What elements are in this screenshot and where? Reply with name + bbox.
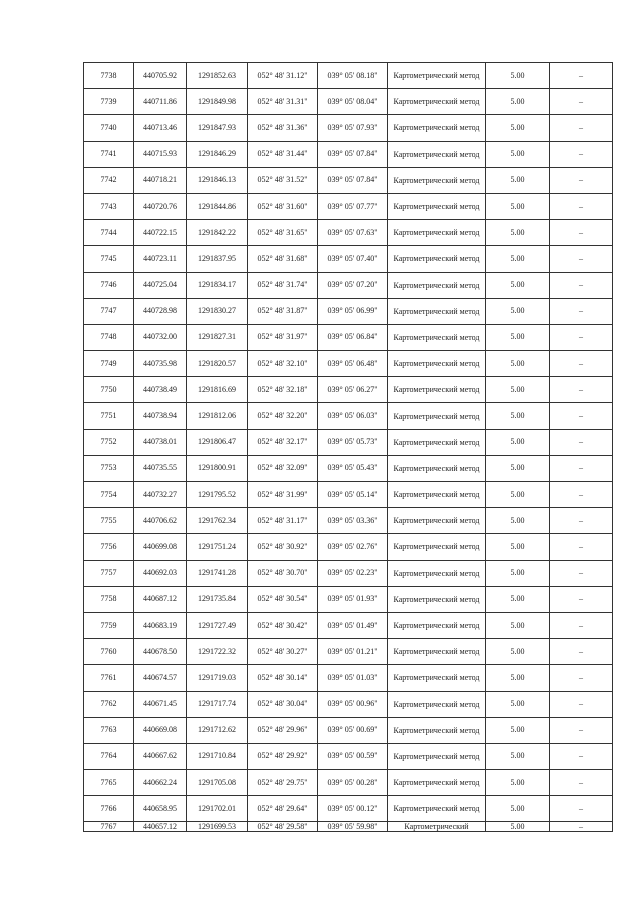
latitude-cell: 052° 48' 32.17" [248, 429, 318, 455]
latitude-cell: 052° 48' 31.97" [248, 324, 318, 350]
longitude-cell: 039° 05' 06.03" [318, 403, 388, 429]
accuracy-cell: 5.00 [486, 351, 550, 377]
method-cell: Картометрический метод [388, 377, 486, 403]
longitude-cell: 039° 05' 07.20" [318, 272, 388, 298]
note-cell: – [550, 377, 613, 403]
point-number-cell: 7766 [84, 796, 134, 822]
table-row [84, 246, 613, 272]
note-cell: – [550, 586, 613, 612]
accuracy-cell: 5.00 [486, 665, 550, 691]
method-cell: Картометрический метод [388, 560, 486, 586]
point-number-cell: 7761 [84, 665, 134, 691]
point-number-cell: 7740 [84, 115, 134, 141]
accuracy-cell: 5.00 [486, 167, 550, 193]
method-cell: Картометрический метод [388, 141, 486, 167]
latitude-cell: 052° 48' 30.42" [248, 612, 318, 638]
method-cell: Картометрический метод [388, 351, 486, 377]
accuracy-cell: 5.00 [486, 639, 550, 665]
point-number-cell: 7748 [84, 324, 134, 350]
longitude-cell: 039° 05' 03.36" [318, 508, 388, 534]
note-cell: – [550, 508, 613, 534]
method-cell: Картометрический метод [388, 89, 486, 115]
method-cell: Картометрический метод [388, 429, 486, 455]
method-cell: Картометрический метод [388, 220, 486, 246]
table-row [84, 324, 613, 350]
latitude-cell: 052° 48' 31.52" [248, 167, 318, 193]
latitude-cell: 052° 48' 30.04" [248, 691, 318, 717]
table-row [84, 351, 613, 377]
table-row [84, 298, 613, 324]
x-coordinate-cell: 440711.86 [134, 89, 187, 115]
x-coordinate-cell: 440699.08 [134, 534, 187, 560]
method-cell: Картометрический метод [388, 770, 486, 796]
accuracy-cell: 5.00 [486, 691, 550, 717]
longitude-cell: 039° 05' 02.23" [318, 560, 388, 586]
table-row [84, 482, 613, 508]
point-number-cell: 7757 [84, 560, 134, 586]
table-row [84, 141, 613, 167]
table-row [84, 508, 613, 534]
latitude-cell: 052° 48' 31.74" [248, 272, 318, 298]
point-number-cell: 7759 [84, 612, 134, 638]
note-cell: – [550, 482, 613, 508]
method-cell: Картометрический метод [388, 63, 486, 89]
table-row [84, 612, 613, 638]
y-coordinate-cell: 1291847.93 [187, 115, 248, 141]
table-row [84, 691, 613, 717]
y-coordinate-cell: 1291852.63 [187, 63, 248, 89]
note-cell: – [550, 63, 613, 89]
method-cell: Картометрический метод [388, 508, 486, 534]
accuracy-cell: 5.00 [486, 586, 550, 612]
y-coordinate-cell: 1291846.13 [187, 167, 248, 193]
table-row [84, 193, 613, 219]
latitude-cell: 052° 48' 31.60" [248, 193, 318, 219]
longitude-cell: 039° 05' 06.27" [318, 377, 388, 403]
latitude-cell: 052° 48' 32.18" [248, 377, 318, 403]
y-coordinate-cell: 1291741.28 [187, 560, 248, 586]
latitude-cell: 052° 48' 31.68" [248, 246, 318, 272]
method-cell: Картометрический метод [388, 482, 486, 508]
table-row [84, 377, 613, 403]
latitude-cell: 052° 48' 31.65" [248, 220, 318, 246]
method-cell: Картометрический метод [388, 665, 486, 691]
method-cell: Картометрический метод [388, 193, 486, 219]
accuracy-cell: 5.00 [486, 534, 550, 560]
latitude-cell: 052° 48' 31.44" [248, 141, 318, 167]
note-cell: – [550, 403, 613, 429]
accuracy-cell: 5.00 [486, 298, 550, 324]
table-row [84, 63, 613, 89]
accuracy-cell: 5.00 [486, 324, 550, 350]
y-coordinate-cell: 1291812.06 [187, 403, 248, 429]
point-number-cell: 7747 [84, 298, 134, 324]
table-row [84, 717, 613, 743]
y-coordinate-cell: 1291844.86 [187, 193, 248, 219]
method-cell: Картометрический метод [388, 324, 486, 350]
table-row [84, 534, 613, 560]
table-row [84, 89, 613, 115]
latitude-cell: 052° 48' 31.12" [248, 63, 318, 89]
y-coordinate-cell: 1291820.57 [187, 351, 248, 377]
latitude-cell: 052° 48' 32.09" [248, 455, 318, 481]
y-coordinate-cell: 1291719.03 [187, 665, 248, 691]
accuracy-cell: 5.00 [486, 193, 550, 219]
y-coordinate-cell: 1291722.32 [187, 639, 248, 665]
note-cell: – [550, 89, 613, 115]
note-cell: – [550, 717, 613, 743]
longitude-cell: 039° 05' 08.04" [318, 89, 388, 115]
x-coordinate-cell: 440735.98 [134, 351, 187, 377]
x-coordinate-cell: 440735.55 [134, 455, 187, 481]
x-coordinate-cell: 440720.76 [134, 193, 187, 219]
x-coordinate-cell: 440718.21 [134, 167, 187, 193]
y-coordinate-cell: 1291834.17 [187, 272, 248, 298]
point-number-cell: 7739 [84, 89, 134, 115]
x-coordinate-cell: 440728.98 [134, 298, 187, 324]
y-coordinate-cell: 1291816.69 [187, 377, 248, 403]
longitude-cell: 039° 05' 05.73" [318, 429, 388, 455]
y-coordinate-cell: 1291795.52 [187, 482, 248, 508]
method-cell: Картометрический метод [388, 796, 486, 822]
method-cell: Картометрический метод [388, 298, 486, 324]
table-row [84, 586, 613, 612]
accuracy-cell: 5.00 [486, 63, 550, 89]
longitude-cell: 039° 05' 00.59" [318, 743, 388, 769]
point-number-cell: 7744 [84, 220, 134, 246]
table-row [84, 429, 613, 455]
y-coordinate-cell: 1291849.98 [187, 89, 248, 115]
latitude-cell: 052° 48' 29.75" [248, 770, 318, 796]
point-number-cell: 7743 [84, 193, 134, 219]
x-coordinate-cell: 440692.03 [134, 560, 187, 586]
x-coordinate-cell: 440683.19 [134, 612, 187, 638]
accuracy-cell: 5.00 [486, 717, 550, 743]
longitude-cell: 039° 05' 08.18" [318, 63, 388, 89]
x-coordinate-cell: 440705.92 [134, 63, 187, 89]
x-coordinate-cell: 440674.57 [134, 665, 187, 691]
longitude-cell: 039° 05' 01.93" [318, 586, 388, 612]
latitude-cell: 052° 48' 31.36" [248, 115, 318, 141]
point-number-cell: 7749 [84, 351, 134, 377]
note-cell: – [550, 691, 613, 717]
y-coordinate-cell: 1291751.24 [187, 534, 248, 560]
y-coordinate-cell: 1291827.31 [187, 324, 248, 350]
point-number-cell: 7758 [84, 586, 134, 612]
x-coordinate-cell: 440725.04 [134, 272, 187, 298]
table-row [84, 770, 613, 796]
longitude-cell: 039° 05' 07.77" [318, 193, 388, 219]
longitude-cell: 039° 05' 07.40" [318, 246, 388, 272]
note-cell: – [550, 560, 613, 586]
note-cell: – [550, 115, 613, 141]
latitude-cell: 052° 48' 32.20" [248, 403, 318, 429]
table-row [84, 796, 613, 822]
longitude-cell: 039° 05' 01.49" [318, 612, 388, 638]
x-coordinate-cell: 440738.49 [134, 377, 187, 403]
method-cell: Картометрический метод [388, 272, 486, 298]
latitude-cell: 052° 48' 30.54" [248, 586, 318, 612]
table-row [84, 115, 613, 141]
latitude-cell: 052° 48' 30.70" [248, 560, 318, 586]
point-number-cell: 7745 [84, 246, 134, 272]
point-number-cell: 7750 [84, 377, 134, 403]
x-coordinate-cell: 440738.94 [134, 403, 187, 429]
point-number-cell: 7763 [84, 717, 134, 743]
latitude-cell: 052° 48' 32.10" [248, 351, 318, 377]
x-coordinate-cell: 440669.08 [134, 717, 187, 743]
method-cell: Картометрический метод [388, 115, 486, 141]
y-coordinate-cell: 1291762.34 [187, 508, 248, 534]
point-number-cell: 7756 [84, 534, 134, 560]
accuracy-cell: 5.00 [486, 377, 550, 403]
table-row [84, 403, 613, 429]
x-coordinate-cell: 440715.93 [134, 141, 187, 167]
accuracy-cell: 5.00 [486, 141, 550, 167]
point-number-cell: 7738 [84, 63, 134, 89]
y-coordinate-cell: 1291717.74 [187, 691, 248, 717]
longitude-cell: 039° 05' 02.76" [318, 534, 388, 560]
x-coordinate-cell: 440687.12 [134, 586, 187, 612]
table-row [84, 455, 613, 481]
y-coordinate-cell: 1291727.49 [187, 612, 248, 638]
y-coordinate-cell: 1291837.95 [187, 246, 248, 272]
point-number-cell: 7755 [84, 508, 134, 534]
y-coordinate-cell: 1291800.91 [187, 455, 248, 481]
y-coordinate-cell: 1291712.62 [187, 717, 248, 743]
y-coordinate-cell: 1291702.01 [187, 796, 248, 822]
y-coordinate-cell: 1291699.53 [187, 822, 248, 832]
latitude-cell: 052° 48' 31.99" [248, 482, 318, 508]
point-number-cell: 7765 [84, 770, 134, 796]
note-cell: – [550, 534, 613, 560]
note-cell: – [550, 272, 613, 298]
longitude-cell: 039° 05' 00.69" [318, 717, 388, 743]
longitude-cell: 039° 05' 07.93" [318, 115, 388, 141]
note-cell: – [550, 612, 613, 638]
point-number-cell: 7762 [84, 691, 134, 717]
note-cell: – [550, 246, 613, 272]
x-coordinate-cell: 440671.45 [134, 691, 187, 717]
note-cell: – [550, 351, 613, 377]
table-row [84, 822, 613, 832]
method-cell: Картометрический метод [388, 586, 486, 612]
longitude-cell: 039° 05' 00.12" [318, 796, 388, 822]
method-cell: Картометрический метод [388, 534, 486, 560]
method-cell: Картометрический метод [388, 717, 486, 743]
longitude-cell: 039° 05' 06.99" [318, 298, 388, 324]
method-cell: Картометрический метод [388, 639, 486, 665]
note-cell: – [550, 193, 613, 219]
longitude-cell: 039° 05' 00.28" [318, 770, 388, 796]
x-coordinate-cell: 440678.50 [134, 639, 187, 665]
note-cell: – [550, 822, 613, 832]
longitude-cell: 039° 05' 07.84" [318, 167, 388, 193]
note-cell: – [550, 324, 613, 350]
note-cell: – [550, 220, 613, 246]
accuracy-cell: 5.00 [486, 508, 550, 534]
point-number-cell: 7767 [84, 822, 134, 832]
longitude-cell: 039° 05' 05.14" [318, 482, 388, 508]
coordinates-table-body [84, 63, 613, 832]
accuracy-cell: 5.00 [486, 115, 550, 141]
y-coordinate-cell: 1291846.29 [187, 141, 248, 167]
point-number-cell: 7741 [84, 141, 134, 167]
latitude-cell: 052° 48' 30.92" [248, 534, 318, 560]
latitude-cell: 052° 48' 29.92" [248, 743, 318, 769]
longitude-cell: 039° 05' 07.63" [318, 220, 388, 246]
accuracy-cell: 5.00 [486, 482, 550, 508]
x-coordinate-cell: 440732.27 [134, 482, 187, 508]
point-number-cell: 7764 [84, 743, 134, 769]
latitude-cell: 052° 48' 30.27" [248, 639, 318, 665]
y-coordinate-cell: 1291710.84 [187, 743, 248, 769]
accuracy-cell: 5.00 [486, 246, 550, 272]
y-coordinate-cell: 1291735.84 [187, 586, 248, 612]
method-cell: Картометрический метод [388, 403, 486, 429]
longitude-cell: 039° 05' 06.48" [318, 351, 388, 377]
point-number-cell: 7751 [84, 403, 134, 429]
note-cell: – [550, 743, 613, 769]
coordinates-table [83, 62, 613, 832]
accuracy-cell: 5.00 [486, 220, 550, 246]
x-coordinate-cell: 440667.62 [134, 743, 187, 769]
table-row [84, 665, 613, 691]
latitude-cell: 052° 48' 29.58" [248, 822, 318, 832]
accuracy-cell: 5.00 [486, 455, 550, 481]
x-coordinate-cell: 440706.62 [134, 508, 187, 534]
point-number-cell: 7760 [84, 639, 134, 665]
note-cell: – [550, 770, 613, 796]
accuracy-cell: 5.00 [486, 272, 550, 298]
x-coordinate-cell: 440723.11 [134, 246, 187, 272]
longitude-cell: 039° 05' 01.21" [318, 639, 388, 665]
accuracy-cell: 5.00 [486, 612, 550, 638]
latitude-cell: 052° 48' 29.96" [248, 717, 318, 743]
note-cell: – [550, 665, 613, 691]
note-cell: – [550, 298, 613, 324]
table-row [84, 560, 613, 586]
longitude-cell: 039° 05' 01.03" [318, 665, 388, 691]
method-cell: Картометрический [388, 822, 486, 832]
latitude-cell: 052° 48' 31.17" [248, 508, 318, 534]
method-cell: Картометрический метод [388, 455, 486, 481]
latitude-cell: 052° 48' 29.64" [248, 796, 318, 822]
latitude-cell: 052° 48' 31.31" [248, 89, 318, 115]
note-cell: – [550, 796, 613, 822]
note-cell: – [550, 455, 613, 481]
accuracy-cell: 5.00 [486, 770, 550, 796]
table-row [84, 167, 613, 193]
accuracy-cell: 5.00 [486, 560, 550, 586]
longitude-cell: 039° 05' 07.84" [318, 141, 388, 167]
accuracy-cell: 5.00 [486, 89, 550, 115]
point-number-cell: 7742 [84, 167, 134, 193]
accuracy-cell: 5.00 [486, 403, 550, 429]
table-row [84, 220, 613, 246]
y-coordinate-cell: 1291842.22 [187, 220, 248, 246]
point-number-cell: 7753 [84, 455, 134, 481]
longitude-cell: 039° 05' 59.98" [318, 822, 388, 832]
method-cell: Картометрический метод [388, 167, 486, 193]
y-coordinate-cell: 1291705.08 [187, 770, 248, 796]
y-coordinate-cell: 1291806.47 [187, 429, 248, 455]
method-cell: Картометрический метод [388, 743, 486, 769]
longitude-cell: 039° 05' 06.84" [318, 324, 388, 350]
x-coordinate-cell: 440713.46 [134, 115, 187, 141]
x-coordinate-cell: 440722.15 [134, 220, 187, 246]
longitude-cell: 039° 05' 05.43" [318, 455, 388, 481]
method-cell: Картометрический метод [388, 246, 486, 272]
point-number-cell: 7754 [84, 482, 134, 508]
method-cell: Картометрический метод [388, 612, 486, 638]
table-row [84, 639, 613, 665]
x-coordinate-cell: 440738.01 [134, 429, 187, 455]
latitude-cell: 052° 48' 30.14" [248, 665, 318, 691]
x-coordinate-cell: 440657.12 [134, 822, 187, 832]
method-cell: Картометрический метод [388, 691, 486, 717]
point-number-cell: 7752 [84, 429, 134, 455]
y-coordinate-cell: 1291830.27 [187, 298, 248, 324]
latitude-cell: 052° 48' 31.87" [248, 298, 318, 324]
x-coordinate-cell: 440662.24 [134, 770, 187, 796]
point-number-cell: 7746 [84, 272, 134, 298]
accuracy-cell: 5.00 [486, 743, 550, 769]
accuracy-cell: 5.00 [486, 429, 550, 455]
note-cell: – [550, 167, 613, 193]
note-cell: – [550, 141, 613, 167]
x-coordinate-cell: 440658.95 [134, 796, 187, 822]
x-coordinate-cell: 440732.00 [134, 324, 187, 350]
note-cell: – [550, 639, 613, 665]
longitude-cell: 039° 05' 00.96" [318, 691, 388, 717]
table-row [84, 272, 613, 298]
accuracy-cell: 5.00 [486, 822, 550, 832]
note-cell: – [550, 429, 613, 455]
table-row [84, 743, 613, 769]
accuracy-cell: 5.00 [486, 796, 550, 822]
